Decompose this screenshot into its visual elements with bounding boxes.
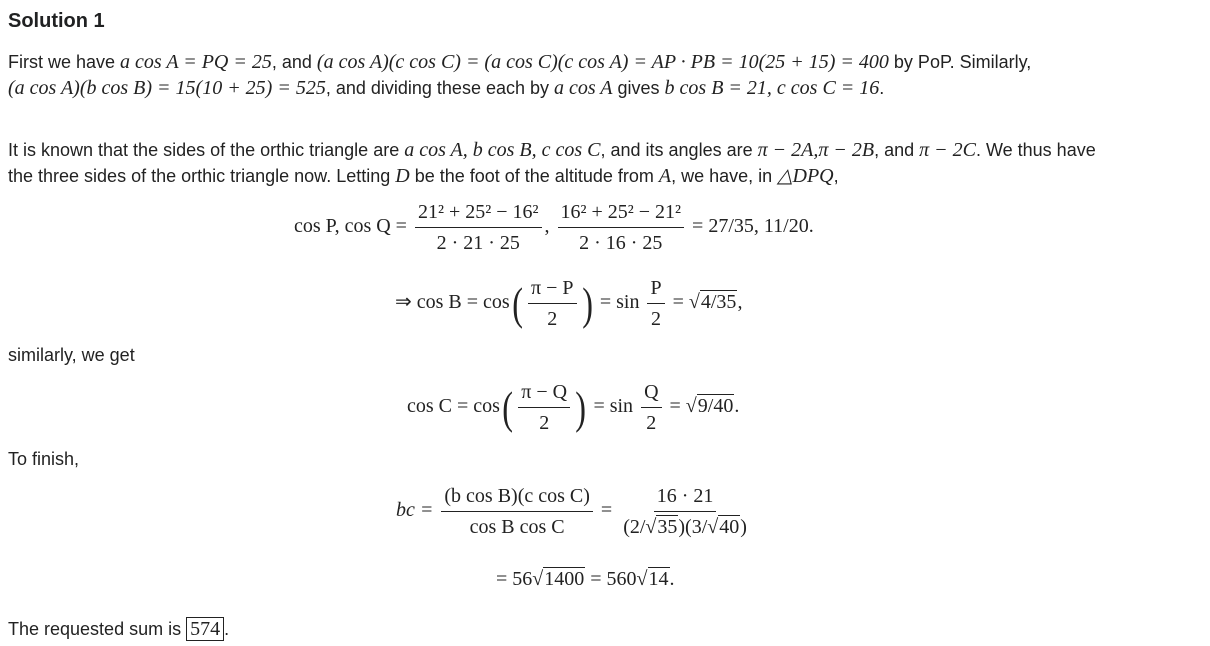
fraction [620,484,750,539]
left-paren: ( [502,381,513,433]
eq-lhs: ⇒ cos B = cos [395,291,510,314]
equation-cosines [294,200,814,255]
fraction [518,380,570,435]
text: , and [271,52,317,72]
left-paren: ( [512,277,523,329]
eq-part: = 560 [585,568,637,590]
denominator: 2 [547,308,558,330]
text: be the foot of the altitude from [409,166,659,186]
punct: . [224,619,230,639]
sqrt-radicand: 14 [648,568,669,590]
eq-mid: = sin [593,395,634,418]
text: , and dividing these each by [325,78,554,98]
denominator: 2 [539,412,550,434]
denominator: (2/√35)(3/√40) [623,516,747,538]
den-part: (2/ [623,516,646,538]
solution-heading: Solution 1 [8,10,105,32]
den-part: )(3/ [678,516,708,538]
text: , and [874,140,920,160]
fraction [528,276,577,331]
sqrt-radicand: 35 [657,516,678,538]
fraction [441,484,593,539]
right-paren: ) [575,381,587,433]
paragraph-2-line-1 [8,137,1096,163]
denominator: 2 [651,308,662,330]
numerator: (b cos B)(c cos C) [441,484,593,512]
math-inline: D [395,165,410,187]
equals: = [672,291,684,314]
math-inline: △DPQ [777,165,834,187]
denominator: 2 · 16 · 25 [579,232,663,254]
text: It is known that the sides of the orthic triangle are [8,140,405,160]
text: the three sides of the orthic triangle now. Letting [8,166,396,186]
final-answer-line [8,616,229,642]
text: , [833,166,839,186]
eq-rhs: = 27/35, 11/20. [692,215,814,238]
fraction [647,276,664,331]
text: The requested sum is [8,619,187,639]
equation-bc [396,484,753,539]
text: First we have [8,52,121,72]
sqrt-radicand: 1400 [544,568,585,590]
text: , and its angles are [600,140,758,160]
numerator: Q [641,380,661,408]
numerator: 21² + 25² − 16² [415,200,542,228]
text: by PoP. Similarly, [888,52,1032,72]
math-inline: A [658,165,672,187]
answer-box: 574 [186,617,224,641]
denominator: 2 · 21 · 25 [436,232,520,254]
equation-result: = 56√1400 = 560√14. [496,568,675,590]
right-paren: ) [581,277,593,329]
sqrt-radicand: 40 [719,516,740,538]
denominator: cos B cos C [469,516,565,538]
math-inline: (a cos A)(b cos B) = 15(10 + 25) = 525 [8,77,326,99]
fraction [558,200,685,255]
math-inline: (a cos A)(c cos C) = (a cos C)(c cos A) = AP · PB = 10(25 + 15) = 400 [316,51,889,73]
paragraph-1-line-1 [8,49,1031,75]
sqrt-symbol: √ [688,291,700,314]
numerator: 16² + 25² − 21² [558,200,685,228]
numerator: P [647,276,664,304]
text-to-finish: To finish, [8,449,80,469]
punct: , [737,291,743,314]
math-inline: π − 2C [919,139,976,161]
sqrt-symbol: √ [685,395,697,418]
eq-lhs: cos P, cos Q = [294,215,407,238]
numerator: π − P [528,276,577,304]
equation-cosC [407,380,739,435]
fraction [415,200,542,255]
numerator: 16 · 21 [654,484,717,512]
math-inline: a cos A, b cos B, c cos C [404,139,601,161]
math-inline: a cos A = PQ = 25 [120,51,272,73]
text: , we have, in [671,166,778,186]
eq-lhs: cos C = cos [407,395,500,418]
paragraph-1-line-2 [8,75,884,101]
math-inline: π − 2A,π − 2B [757,139,875,161]
numerator: π − Q [518,380,570,408]
sqrt-radicand: 9/40 [697,395,734,418]
eq-mid: = sin [599,291,640,314]
text: gives [612,78,665,98]
equation-cosB [395,276,742,331]
den-part: ) [740,516,747,538]
eq-part: = 56 [496,568,533,590]
text: . We thus have [975,140,1096,160]
math-inline: a cos A [554,77,613,99]
punct: . [734,395,740,418]
denominator: 2 [646,412,657,434]
text: . [879,78,885,98]
equals: = [600,499,613,522]
equals: = [669,395,681,418]
eq-lhs: bc = [396,499,434,522]
paragraph-2-line-2 [8,163,839,189]
comma: , [544,215,550,238]
punct: . [669,568,675,590]
text-similarly: similarly, we get [8,345,135,365]
fraction [641,380,661,435]
sqrt-radicand: 4/35 [700,291,737,314]
math-inline: b cos B = 21, c cos C = 16 [664,77,880,99]
